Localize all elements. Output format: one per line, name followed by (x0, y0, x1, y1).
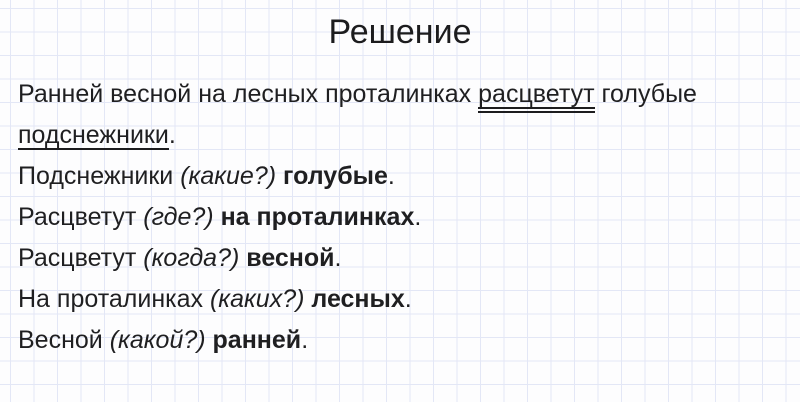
subject-underlined-word: подснежники (18, 121, 169, 149)
text-segment (276, 162, 283, 190)
analysis-line-4 (18, 279, 800, 320)
answer-word-bold: ранней (212, 326, 302, 354)
analysis-line-5 (18, 320, 800, 361)
analysis-line-1 (18, 156, 800, 197)
text-segment: . (404, 285, 412, 313)
text-segment: . (168, 121, 176, 149)
text-segment: Подснежники (18, 162, 181, 190)
text-segment: Расцветут (18, 244, 144, 272)
text-segment: . (414, 203, 422, 231)
analysis-line-3 (18, 238, 800, 279)
question-word-italic: (когда?) (143, 244, 240, 272)
sentence-line-1 (18, 74, 800, 115)
question-word-italic: (какой?) (109, 326, 206, 354)
answer-word-bold: лесных (311, 285, 405, 313)
predicate-double-underlined-word: расцветут (478, 81, 594, 113)
text-segment: Расцветут (18, 203, 144, 231)
sentence-line-2 (18, 115, 800, 156)
text-segment: . (387, 162, 395, 190)
page-title: Решение (328, 13, 472, 51)
question-word-italic: (каких?) (209, 285, 305, 313)
text-segment: Ранней весной на лесных проталинках (18, 80, 479, 108)
text-segment: голубые (594, 80, 697, 108)
answer-word-bold: на проталинках (220, 203, 415, 231)
question-word-italic: (какие?) (180, 162, 277, 190)
answer-word-bold: весной (246, 244, 335, 272)
analysis-line-2 (18, 197, 800, 238)
text-segment: Весной (18, 326, 110, 354)
solution-text (0, 74, 800, 361)
answer-word-bold: голубые (283, 162, 388, 190)
text-segment: . (301, 326, 309, 354)
question-word-italic: (где?) (143, 203, 214, 231)
text-segment (214, 203, 221, 231)
text-segment (206, 326, 213, 354)
text-segment: На проталинках (18, 285, 210, 313)
text-segment: . (334, 244, 342, 272)
